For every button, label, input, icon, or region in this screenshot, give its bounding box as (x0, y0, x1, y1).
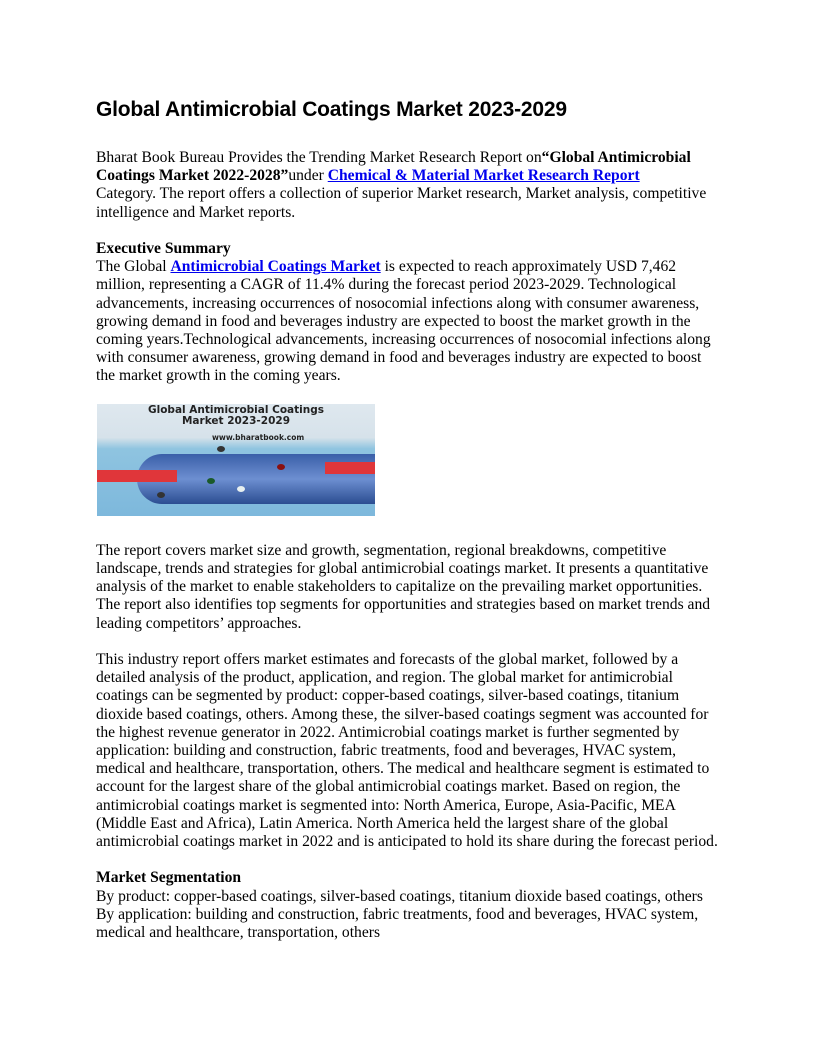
summary-text-end: is expected to reach approximately USD 7,462 million, representing a CAGR of 11.4% during the forecast period 2023-2029. Technological advancements, increasing occurrences of nosocomial infections along with consumer awareness, growing demand in food and beverages industry are expected to boost the market growth in the coming years.Technological advancements, increasing occurrences of nosocomial infections along with consumer awareness, growing demand in food and beverages industry are expected to boost the market growth in the coming years. (96, 258, 711, 385)
microbe-icon (237, 486, 245, 492)
intro-text-end: Category. The report offers a collection of superior Market research, Market analysis, competitive intelligence and Market reports. (96, 185, 707, 221)
scope-paragraph: The report covers market size and growth, segmentation, regional breakdowns, competitive landscape, trends and strategies for global antimicrobial coatings market. It presents a quantitative analysis of the market to enable stakeholders to capitalize on the prevailing market opportunities. The report also identifies top segments for opportunities and strategies based on market trends and leading competitors’ approaches. (96, 541, 711, 632)
executive-summary-heading: Executive Summary (96, 240, 231, 257)
microbe-icon (217, 446, 225, 452)
image-url: www.bharatbook.com (212, 432, 305, 442)
image-title-line2: Market 2023-2029 (181, 414, 290, 427)
arrow-left-icon (97, 470, 177, 482)
report-name: “Global Antimicrobial Coatings Market 2022-2028” (96, 149, 691, 185)
segmentation-product: By product: copper-based coatings, silver-based coatings, titanium dioxide based coatings, others (96, 887, 703, 905)
intro-text-mid: under (288, 167, 328, 185)
segmentation-heading: Market Segmentation (96, 869, 242, 887)
intro-paragraph (96, 149, 724, 222)
report-cover-image (97, 404, 375, 516)
microbe-icon (207, 478, 215, 484)
summary-text: The Global (96, 258, 171, 276)
industry-paragraph: This industry report offers market estimates and forecasts of the global market, followed by a detailed analysis of the product, application, and region. The global market for antimicrobial coatings can be segmented by product: copper-based coatings, silver-based coatings, titanium dioxide based coatings, others. Among these, the silver-based coatings segment was accounted for the highest revenue generator in 2022. Antimicrobial coatings market is further segmented by application: building and construction, fabric treatments, food and beverages, HVAC system, medical and healthcare, transportation, others. The medical and healthcare segment is estimated to account for the largest share of the global antimicrobial coatings market. Based on region, the antimicrobial coatings market is segmented into: North America, Europe, Asia-Pacific, MEA (Middle East and Africa), Latin America. North America held the largest share of the global antimicrobial coatings market in 2022 and is anticipated to hold its share during the forecast period. (96, 651, 718, 851)
market-link[interactable]: Antimicrobial Coatings Market (170, 258, 381, 276)
microbe-icon (157, 492, 165, 498)
category-link[interactable]: Chemical & Material Market Research Report (327, 167, 640, 185)
market-segmentation (96, 869, 724, 942)
segmentation-application: By application: building and construction, fabric treatments, food and beverages, HVAC system, medical and healthcare, transportation, others (96, 905, 699, 942)
image-title (97, 405, 375, 427)
intro-text: Bharat Book Bureau Provides the Trending Market Research Report on (96, 149, 542, 166)
executive-summary (96, 240, 724, 386)
arrow-right-icon (325, 462, 375, 474)
document-body (96, 149, 724, 960)
page-title: Global Antimicrobial Coatings Market 2023-2029 (96, 98, 567, 121)
image-title-line1: Global Antimicrobial Coatings (148, 403, 324, 416)
microbe-icon (277, 464, 285, 470)
